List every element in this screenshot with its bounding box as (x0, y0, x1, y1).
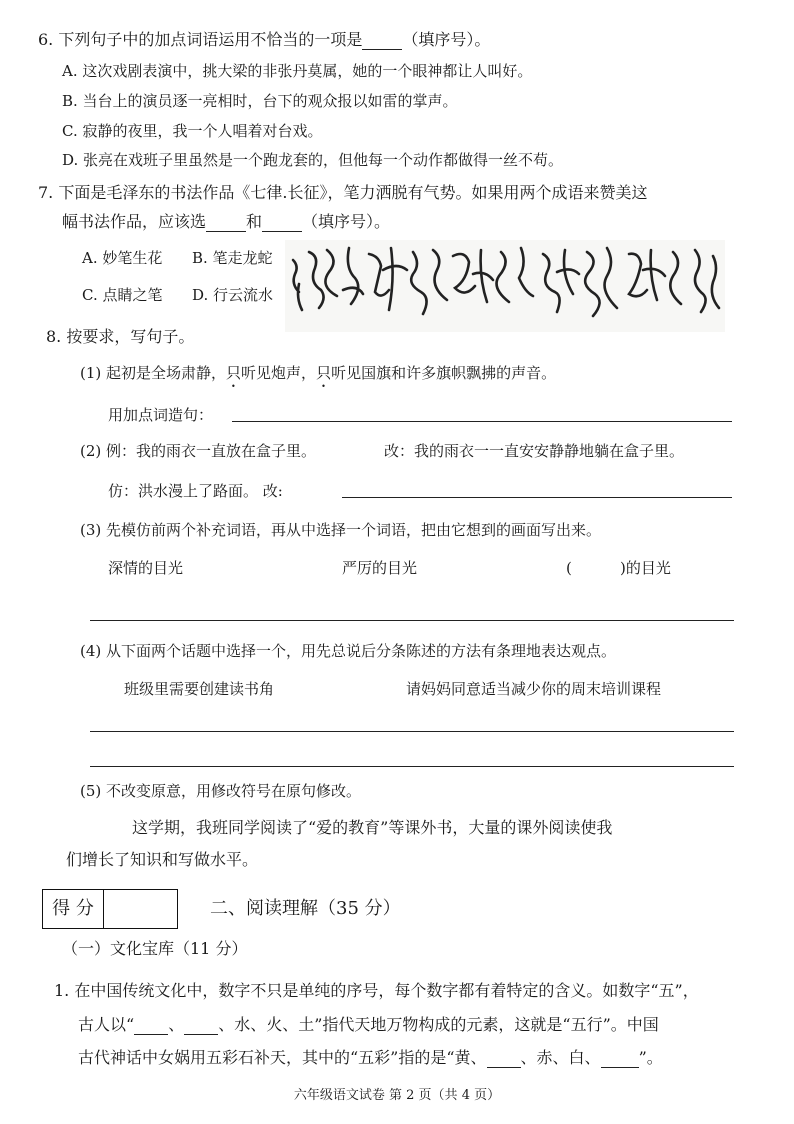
q6-option-a: A. 这次戏剧表演中，挑大梁的非张丹莫属，她的一个眼神都让人叫好。 (62, 62, 533, 80)
wuxing-blank-1[interactable] (134, 1018, 168, 1035)
calligraphy-strokes (285, 240, 725, 332)
q7-option-b: B. 笔走龙蛇 (192, 249, 273, 267)
q8-stem: 8. 按要求，写句子。 (46, 327, 195, 346)
section2-title: 二、阅读理解（35 分） (210, 898, 401, 919)
q6-answer-blank[interactable] (362, 33, 402, 50)
q8-s2-changed: 改：我的雨衣一一直安安静静地躺在盒子里。 (384, 442, 685, 460)
q7-stem: 7. 下面是毛泽东的书法作品《七律.长征》，笔力洒脱有气势。如果用两个成语来赞美这 (38, 183, 648, 202)
q7-stem-line2: 幅书法作品，应该选 和 （填序号）。 (62, 212, 391, 231)
section2-q1-line1: 1. 在中国传统文化中，数字不只是单纯的序号，每个数字都有着特定的含义。如数字“五”， (54, 981, 699, 1000)
q8-s5-text-2: 们增长了知识和写做水平。 (66, 850, 259, 869)
q7-blank-2[interactable] (262, 215, 302, 232)
q6-option-b: B. 当台上的演员逐一亮相时，台下的观众报以如雷的掌声。 (62, 92, 458, 110)
wucai-blank-2[interactable] (601, 1051, 639, 1068)
q8-s5: (5) 不改变原意，用修改符号在原句修改。 (80, 782, 362, 800)
section2-subtitle: （一）文化宝库（11 分） (62, 939, 248, 958)
q7-blank-1[interactable] (206, 215, 246, 232)
q8-s2-imitate: 仿：洪水漫上了路面。 改: (108, 482, 283, 500)
wucai-blank-1[interactable] (487, 1051, 521, 1068)
q8-s1: (1) 起初是全场肃静，只听见炮声，只听见国旗和许多旗帜飘拂的声音。 (80, 364, 557, 382)
q8-s3-answer-line[interactable] (90, 620, 734, 621)
q6-option-d: D. 张亮在戏班子里虽然是一个跑龙套的，但他每一个动作都做得一丝不苟。 (62, 151, 564, 169)
q8-s2-example: (2) 例：我的雨衣一直放在盒子里。 (80, 442, 317, 460)
q6-stem: 6. 下列句子中的加点词语运用不恰当的一项是 （填序号）。 (38, 30, 491, 49)
q6-option-c: C. 寂静的夜里，我一个人唱着对台戏。 (62, 122, 323, 140)
q8-s2-answer-line[interactable] (342, 497, 732, 498)
calligraphy-image (285, 240, 725, 332)
section2-q1-line3: 古代神话中女娲用五彩石补天，其中的“五彩”指的是“黄、 、赤、白、 ”。 (78, 1048, 663, 1067)
q8-s3: (3) 先模仿前两个补充词语，再从中选择一个词语，把由它想到的画面写出来。 (80, 521, 602, 539)
page-footer: 六年级语文试卷 第 2 页（共 4 页） (293, 1088, 501, 1103)
q8-s3-word2: 严厉的目光 (342, 559, 418, 577)
wuxing-blank-2[interactable] (184, 1018, 218, 1035)
q8-s4-topic2: 请妈妈同意适当减少你的周末培训课程 (406, 680, 662, 698)
q8-s3-word1: 深情的目光 (108, 559, 184, 577)
q8-s3-word3-close: )的目光 (620, 559, 671, 577)
q7-option-a: A. 妙笔生花 (82, 249, 163, 267)
q8-s3-word3-open: ( (566, 559, 572, 577)
q8-s4-topic1: 班级里需要创建读书角 (124, 680, 275, 698)
q8-s4-answer-line-2[interactable] (90, 766, 734, 767)
q7-option-d: D. 行云流水 (192, 286, 274, 304)
score-box (42, 889, 178, 929)
q8-s5-text-1: 这学期，我班同学阅读了“爱的教育”等课外书，大量的课外阅读使我 (132, 818, 613, 837)
section2-q1-line2: 古人以“ 、 、水、火、土”指代天地万物构成的元素，这就是“五行”。中国 (78, 1015, 659, 1034)
score-label: 得 分 (43, 890, 104, 928)
q8-s1-answer-line[interactable] (232, 421, 732, 422)
q8-s1-prompt: 用加点词造句： (108, 406, 214, 424)
q8-s4: (4) 从下面两个话题中选择一个，用先总说后分条陈述的方法有条理地表达观点。 (80, 642, 617, 660)
q8-s4-answer-line-1[interactable] (90, 731, 734, 732)
q7-option-c: C. 点睛之笔 (82, 286, 163, 304)
